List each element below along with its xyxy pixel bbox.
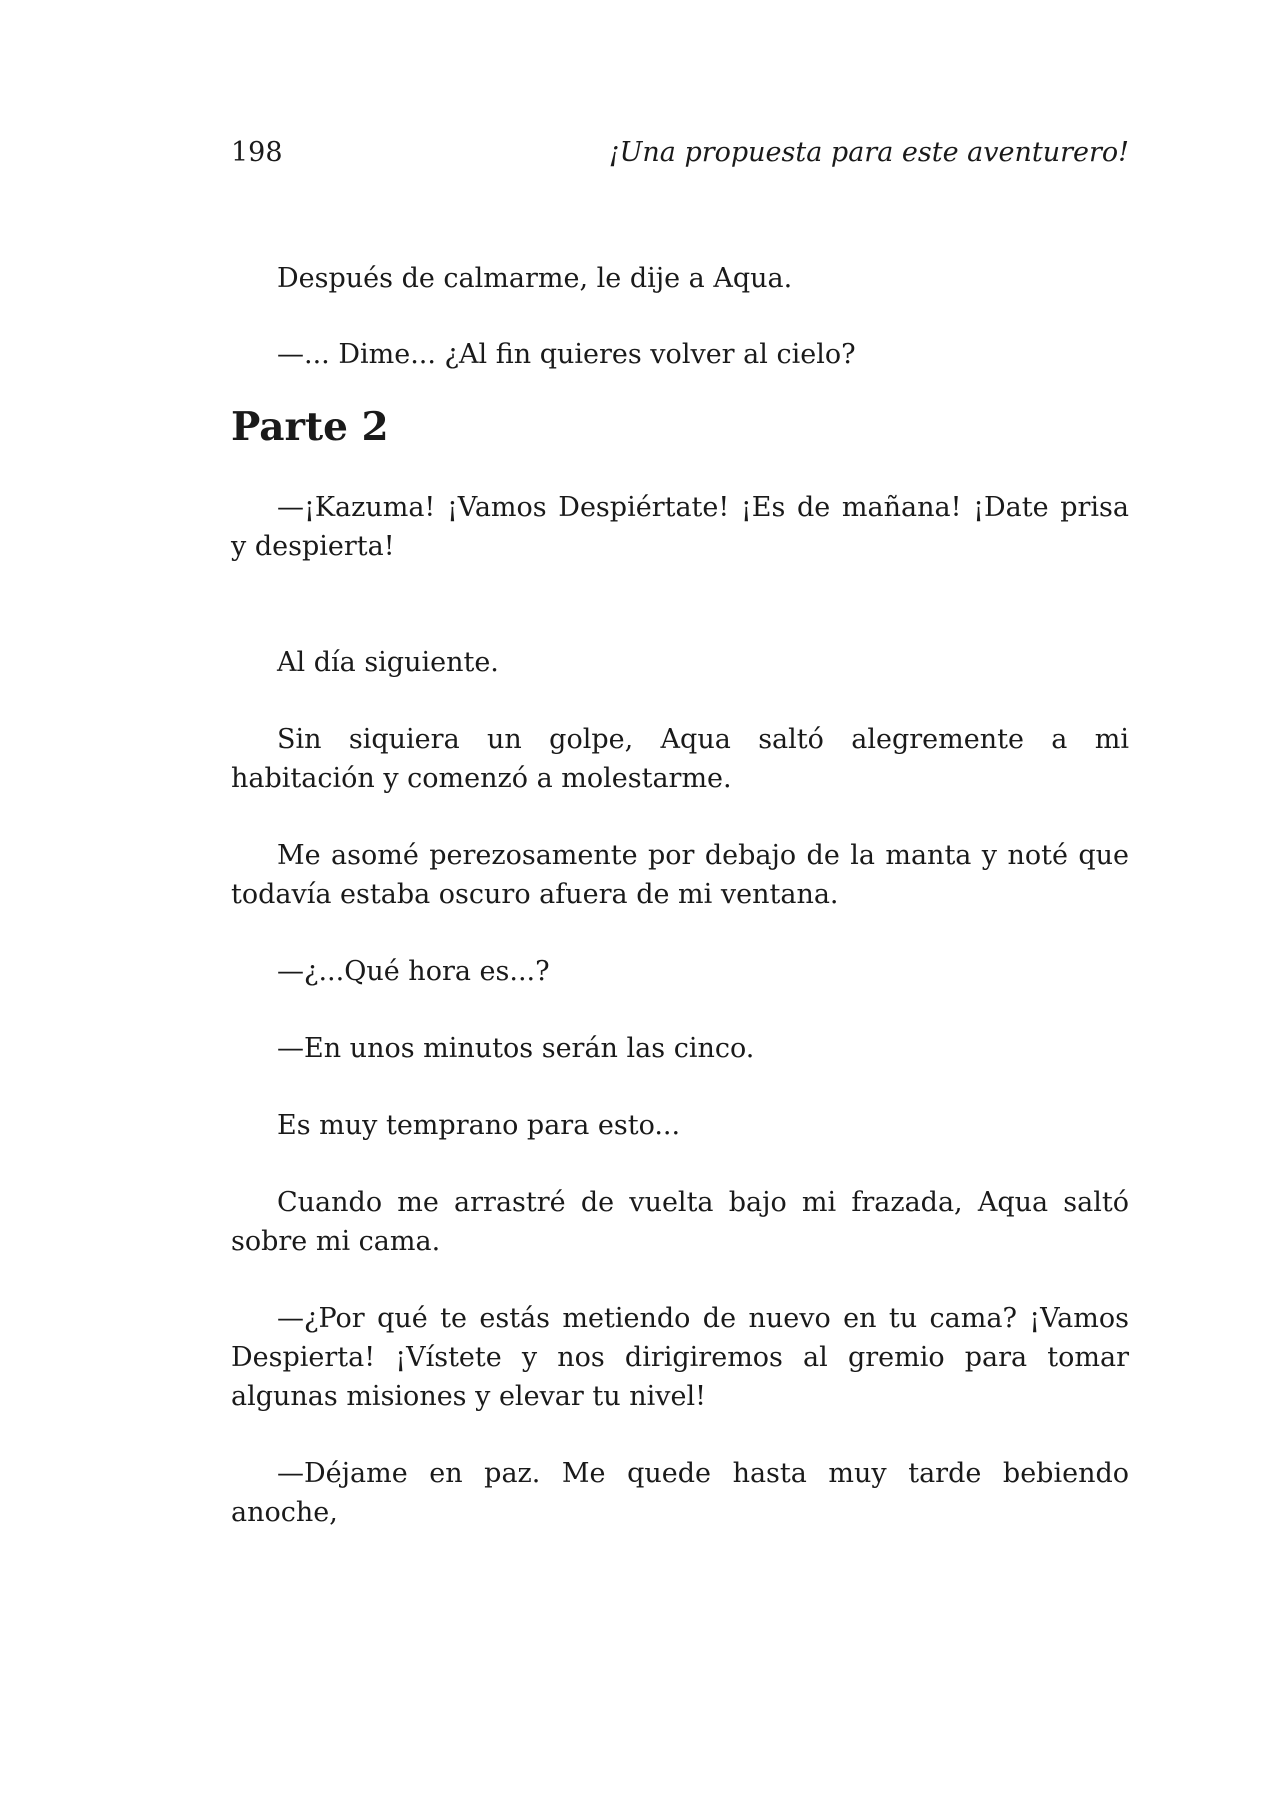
paragraph: Cuando me arrastré de vuelta bajo mi frazada, Aqua saltó sobre mi cama. (231, 1187, 1129, 1257)
running-header (231, 133, 1129, 173)
running-title: ¡Una propuesta para este aventurero! (608, 137, 1129, 168)
paragraph: Sin siquiera un golpe, Aqua saltó alegremente a mi habitación y comenzó a molestarme. (231, 724, 1129, 794)
page-number: 198 (231, 137, 283, 168)
paragraph: —¿...Qué hora es...? (277, 956, 550, 987)
paragraph: Es muy temprano para esto... (277, 1110, 681, 1141)
paragraph: Al día siguiente. (277, 647, 499, 678)
paragraph: —Déjame en paz. Me quede hasta muy tarde bebiendo anoche, (231, 1458, 1129, 1528)
section-heading: Parte 2 (231, 404, 389, 450)
paragraph: Me asomé perezosamente por debajo de la manta y noté que todavía estaba oscuro afuera de mi ventana. (231, 840, 1129, 910)
paragraph: —¿Por qué te estás metiendo de nuevo en tu cama? ¡Vamos Despierta! ¡Vístete y nos dirigiremos al gremio para tomar algunas misiones y elevar tu nivel! (231, 1303, 1129, 1412)
paragraph: —¡Kazuma! ¡Vamos Despiértate! ¡Es de mañana! ¡Date prisa y despierta! (231, 492, 1129, 562)
paragraph: —En unos minutos serán las cinco. (277, 1033, 755, 1064)
paragraph: —... Dime... ¿Al fin quieres volver al cielo? (277, 339, 856, 370)
paragraph: Después de calmarme, le dije a Aqua. (277, 263, 793, 294)
